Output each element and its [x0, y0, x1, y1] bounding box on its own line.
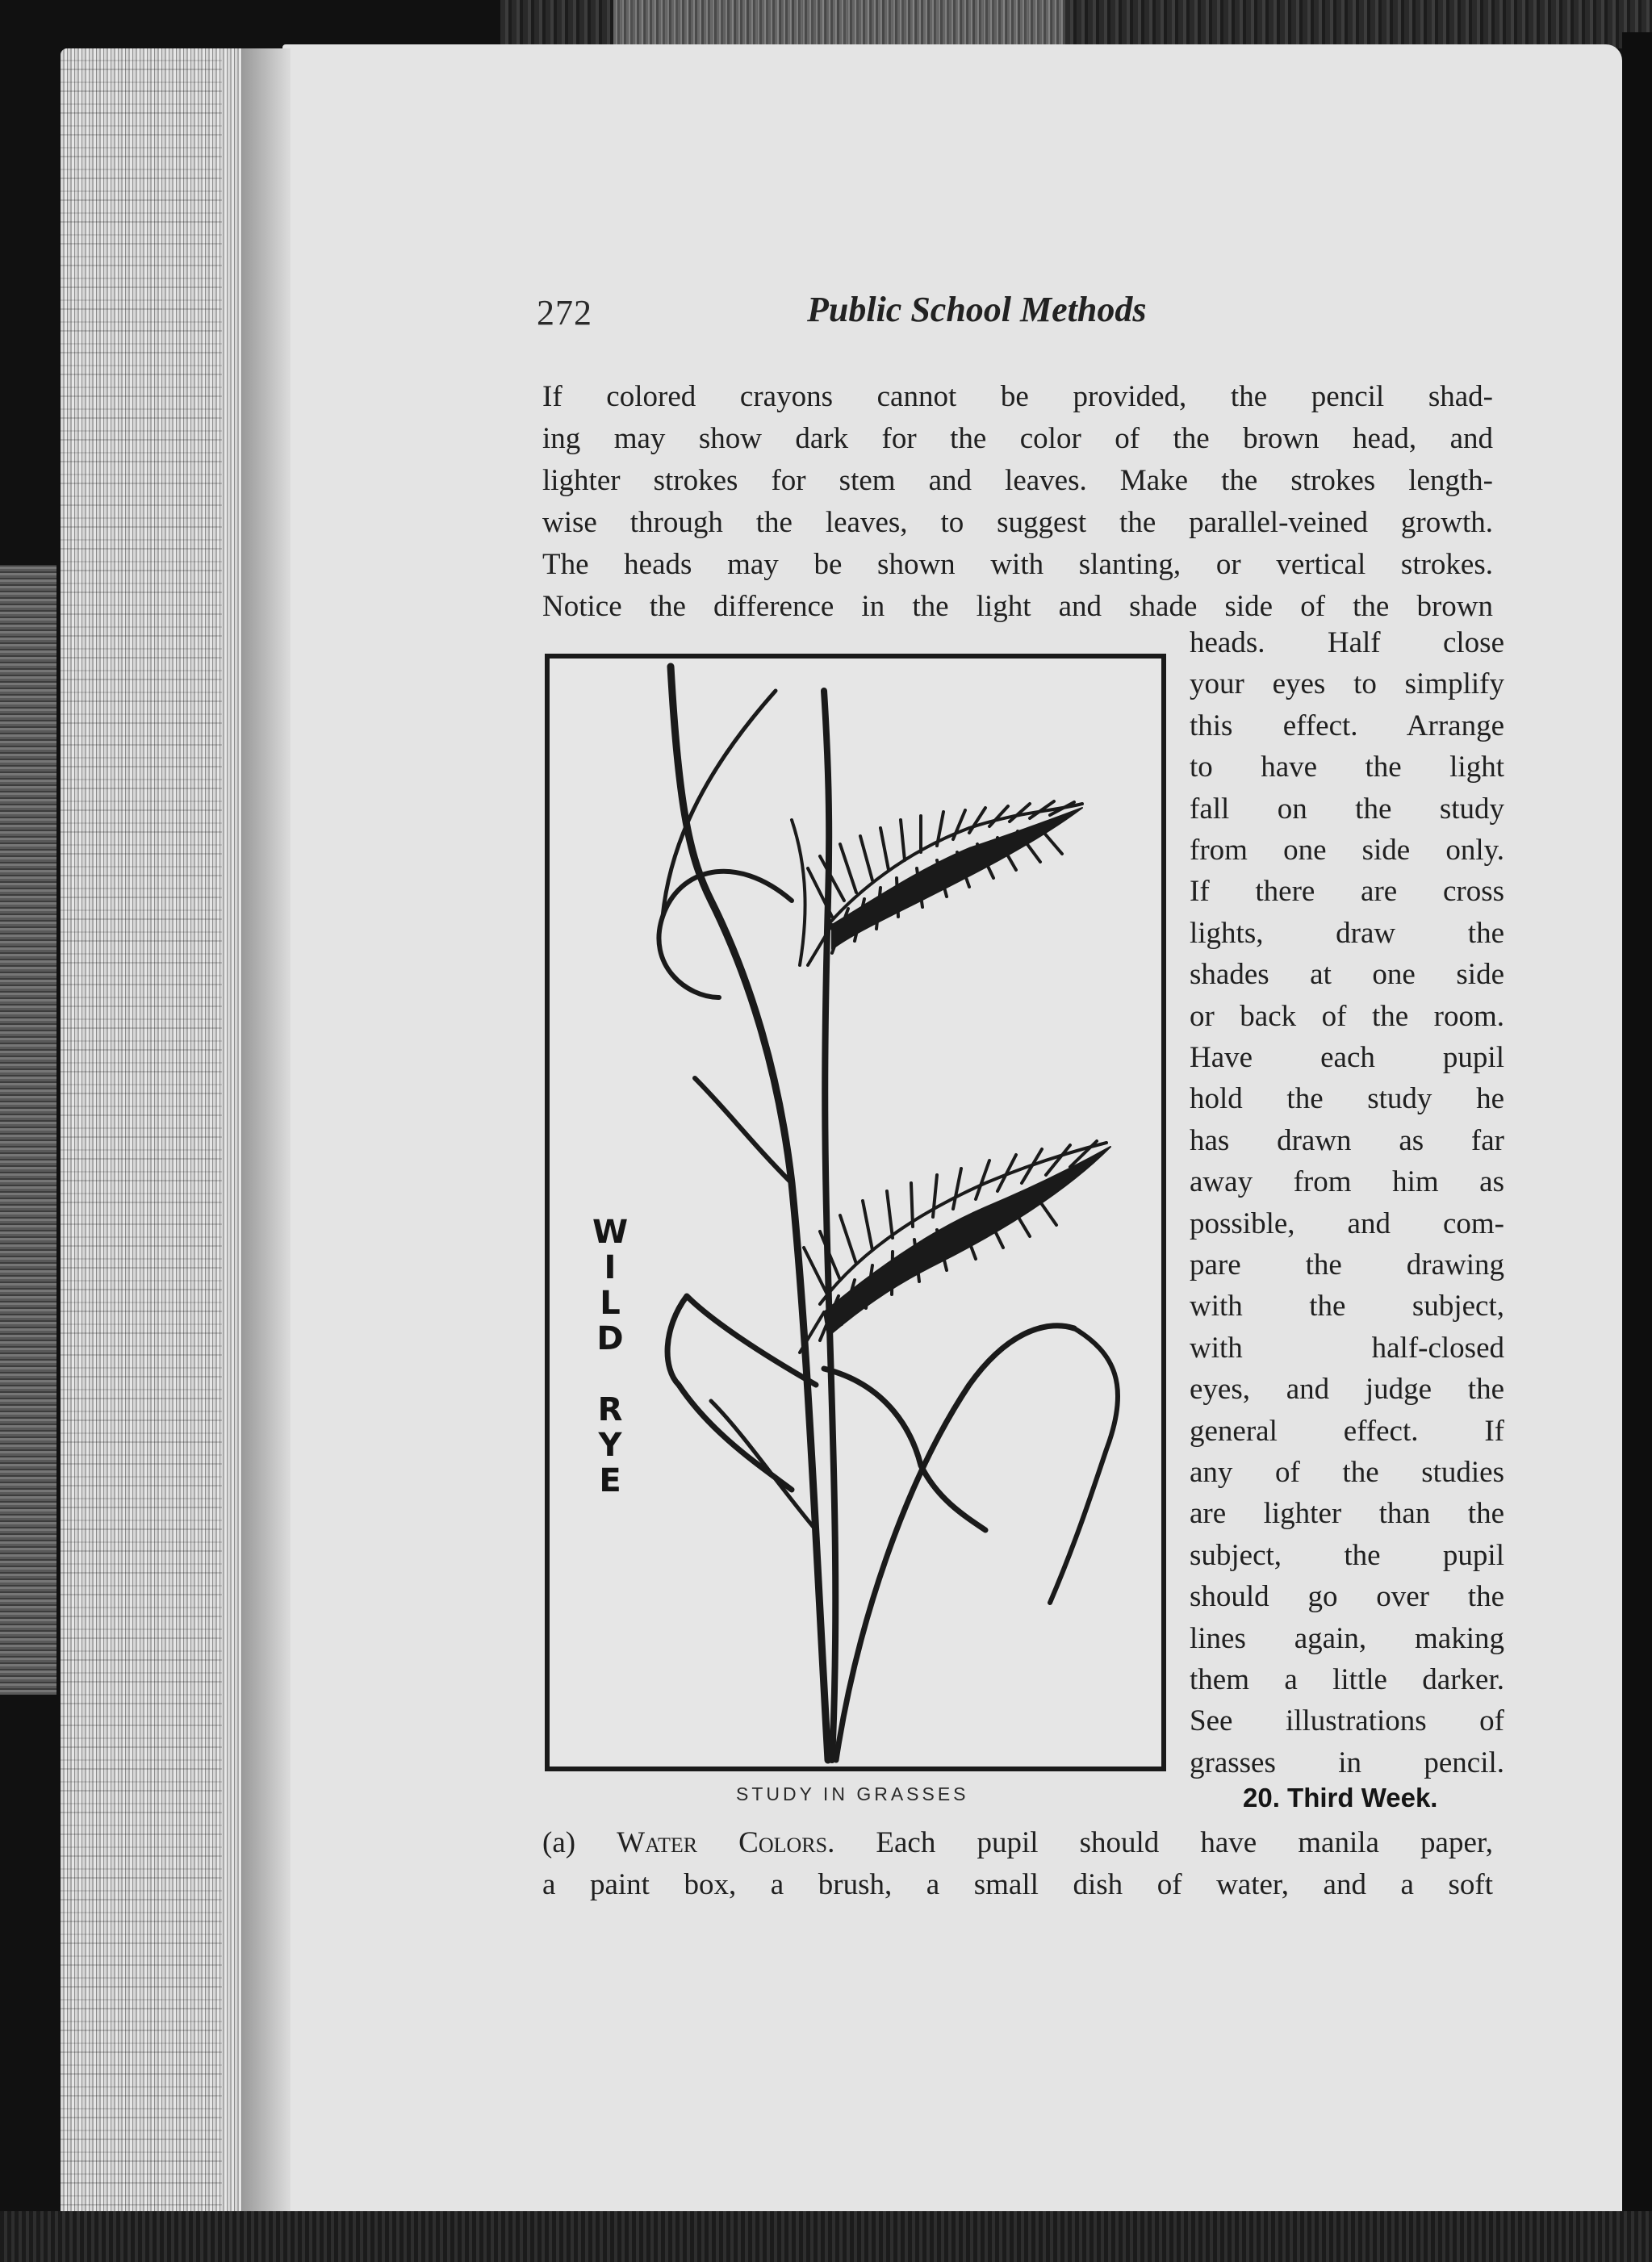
side-line: grasses in pencil.	[1190, 1746, 1504, 1779]
side-line: possible, and com-	[1190, 1206, 1504, 1240]
section-heading: 20. Third Week.	[1243, 1783, 1438, 1813]
figure-wild-rye	[545, 654, 1166, 1771]
water-colors-heading: Water Colors.	[617, 1826, 835, 1859]
side-line: away from him as	[1190, 1165, 1504, 1199]
side-line: your eyes to simplify	[1190, 667, 1504, 701]
side-line: fall on the study	[1190, 792, 1504, 826]
body-line: Notice the difference in the light and shade side of the brown	[542, 590, 1493, 623]
side-line: with the subject,	[1190, 1290, 1504, 1323]
side-line: lines again, making	[1190, 1621, 1504, 1655]
side-line: pare the drawing	[1190, 1248, 1504, 1282]
side-line: are lighter than the	[1190, 1497, 1504, 1531]
page-number: 272	[537, 293, 592, 332]
side-line: shades at one side	[1190, 958, 1504, 992]
list-marker: (a)	[542, 1826, 617, 1859]
body-text: Each pupil should have manila paper,	[834, 1826, 1493, 1859]
side-line: this effect. Arrange	[1190, 709, 1504, 742]
side-line: heads. Half close	[1190, 626, 1504, 659]
body-line: ing may show dark for the color of the brown head, and	[542, 422, 1493, 455]
scanner-bed-bottom	[0, 2211, 1652, 2262]
cloth-texture-left	[0, 565, 56, 1695]
cloth-texture-top	[613, 0, 1065, 44]
side-line: them a little darker.	[1190, 1663, 1504, 1696]
body-line: If colored crayons cannot be provided, the pencil shad-	[542, 380, 1493, 413]
body-line-water-colors	[542, 1825, 1493, 1860]
body-line: The heads may be shown with slanting, or vertical strokes.	[542, 548, 1493, 581]
side-line: general effect. If	[1190, 1414, 1504, 1448]
figure-label: W I L D R Y E	[592, 1214, 629, 1499]
figure-caption: STUDY IN GRASSES	[736, 1783, 969, 1804]
side-line: or back of the room.	[1190, 999, 1504, 1033]
side-line: from one side only.	[1190, 834, 1504, 867]
scanner-bed-right	[1622, 32, 1652, 2262]
running-title: Public School Methods	[807, 290, 1147, 329]
side-line: Have each pupil	[1190, 1041, 1504, 1074]
side-line: eyes, and judge the	[1190, 1373, 1504, 1407]
side-line: any of the studies	[1190, 1456, 1504, 1489]
gutter-shadow	[242, 48, 291, 2227]
page-edge-shading	[61, 48, 222, 2227]
side-line: to have the light	[1190, 751, 1504, 784]
side-line: has drawn as far	[1190, 1123, 1504, 1157]
side-line: See illustrations of	[1190, 1704, 1504, 1738]
side-line: If there are cross	[1190, 875, 1504, 909]
body-line: lighter strokes for stem and leaves. Make the strokes length-	[542, 464, 1493, 497]
side-line: lights, draw the	[1190, 916, 1504, 950]
side-line: hold the study he	[1190, 1082, 1504, 1116]
body-line: a paint box, a brush, a small dish of water, and a soft	[542, 1868, 1493, 1901]
body-line: wise through the leaves, to suggest the parallel-veined growth.	[542, 506, 1493, 539]
side-line: subject, the pupil	[1190, 1538, 1504, 1572]
side-line: with half-closed	[1190, 1331, 1504, 1365]
side-line: should go over the	[1190, 1580, 1504, 1614]
grass-illustration	[550, 659, 1161, 1767]
